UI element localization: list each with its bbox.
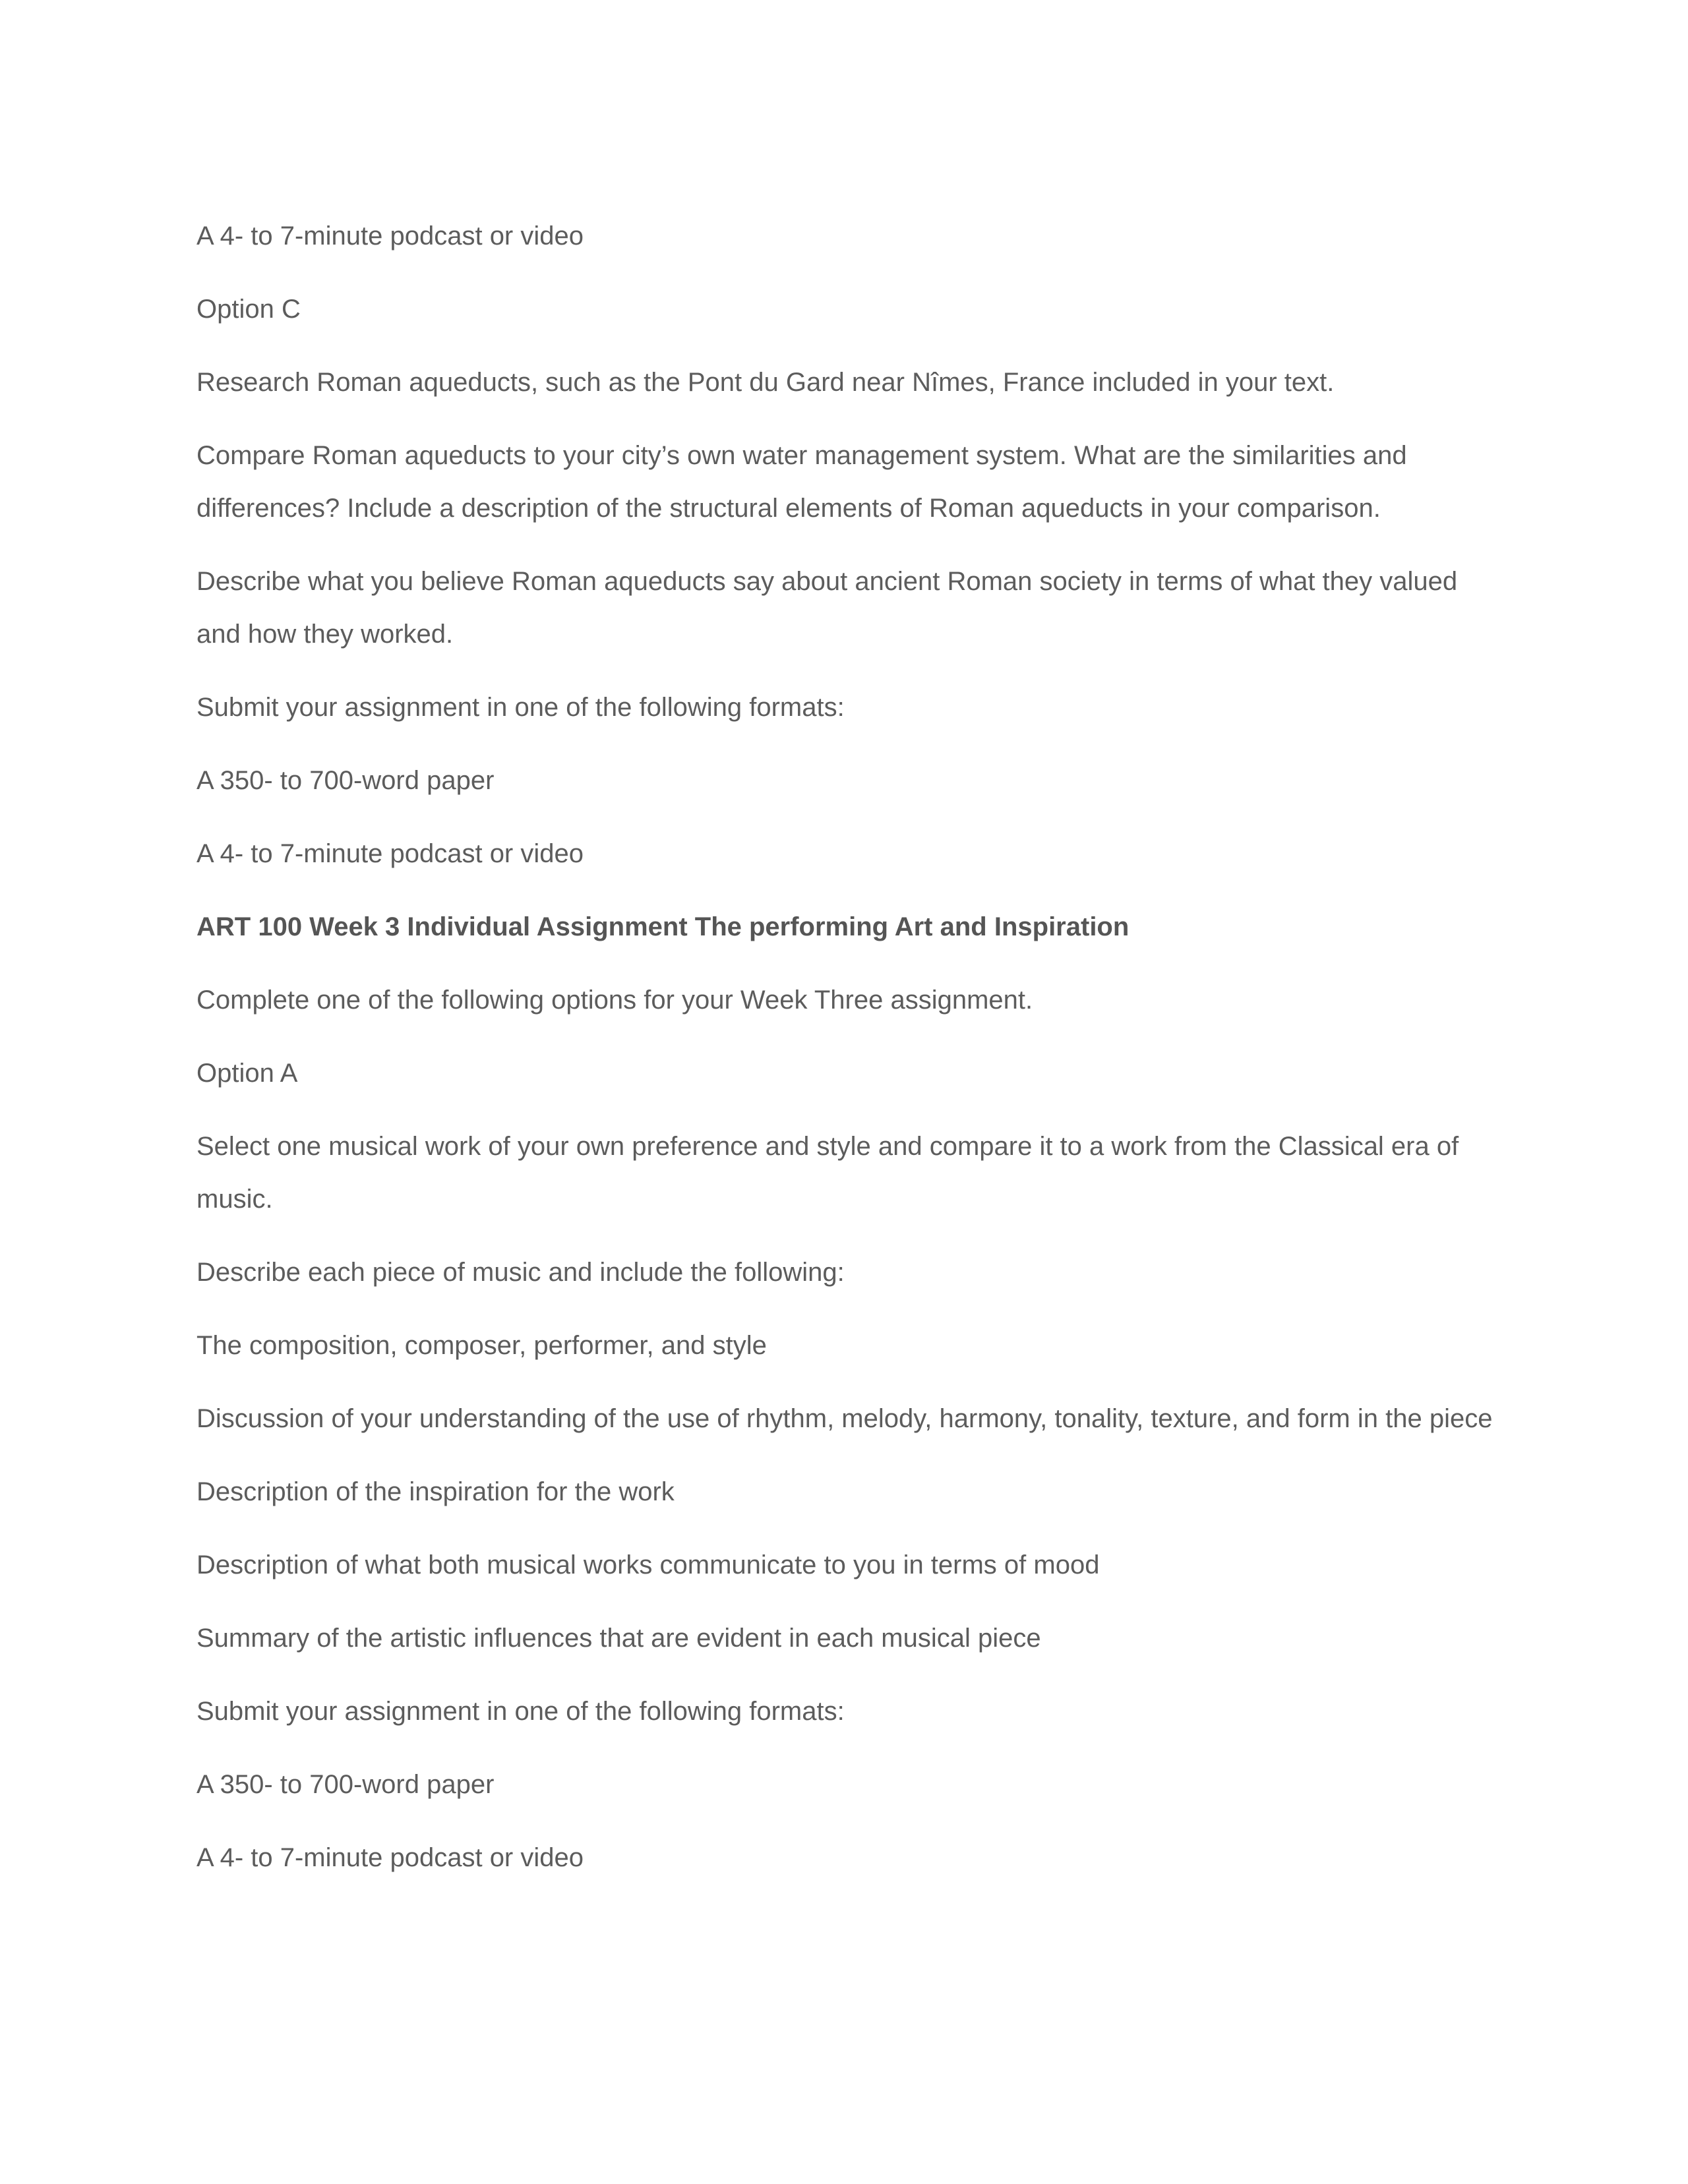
- paragraph-select-musical-work: Select one musical work of your own preference and style and compare it to a work from the Classical era of music.: [196, 1132, 1459, 1214]
- paragraph-podcast-option-3: A 4- to 7-minute podcast or video: [196, 1843, 584, 1872]
- paragraph-option-c: Option C: [196, 295, 301, 324]
- paragraph-mood: Description of what both musical works communicate to you in terms of mood: [196, 1550, 1100, 1579]
- paragraph-describe-society: Describe what you believe Roman aqueducts say about ancient Roman society in terms of what they valued and how they worked.: [196, 567, 1458, 649]
- paragraph-podcast-option-2: A 4- to 7-minute podcast or video: [196, 839, 584, 868]
- paragraph-submit-formats-2: Submit your assignment in one of the following formats:: [196, 1697, 845, 1726]
- paragraph-inspiration: Description of the inspiration for the work: [196, 1477, 675, 1506]
- paragraph-paper-option-1: A 350- to 700-word paper: [196, 766, 495, 795]
- document-body: [196, 210, 1502, 1904]
- paragraph-artistic-influences: Summary of the artistic influences that are evident in each musical piece: [196, 1624, 1041, 1653]
- paragraph-composition-composer: The composition, composer, performer, and style: [196, 1331, 767, 1360]
- section-heading-week-3: ART 100 Week 3 Individual Assignment The performing Art and Inspiration: [196, 912, 1130, 941]
- paragraph-compare-aqueducts: Compare Roman aqueducts to your city’s own water management system. What are the similarities and differences? Include a description of the structural elements of Roman aqueducts in your comparison.: [196, 441, 1407, 523]
- paragraph-complete-options: Complete one of the following options for your Week Three assignment.: [196, 986, 1033, 1015]
- paragraph-paper-option-2: A 350- to 700-word paper: [196, 1770, 495, 1799]
- paragraph-submit-formats-1: Submit your assignment in one of the following formats:: [196, 693, 845, 722]
- paragraph-podcast-option-1: A 4- to 7-minute podcast or video: [196, 221, 584, 251]
- paragraph-option-a: Option A: [196, 1059, 298, 1088]
- paragraph-describe-music: Describe each piece of music and include the following:: [196, 1258, 845, 1287]
- paragraph-discussion-rhythm: Discussion of your understanding of the use of rhythm, melody, harmony, tonality, texture, and form in the piece: [196, 1404, 1493, 1433]
- paragraph-research-aqueducts: Research Roman aqueducts, such as the Pont du Gard near Nîmes, France included in your text.: [196, 368, 1335, 397]
